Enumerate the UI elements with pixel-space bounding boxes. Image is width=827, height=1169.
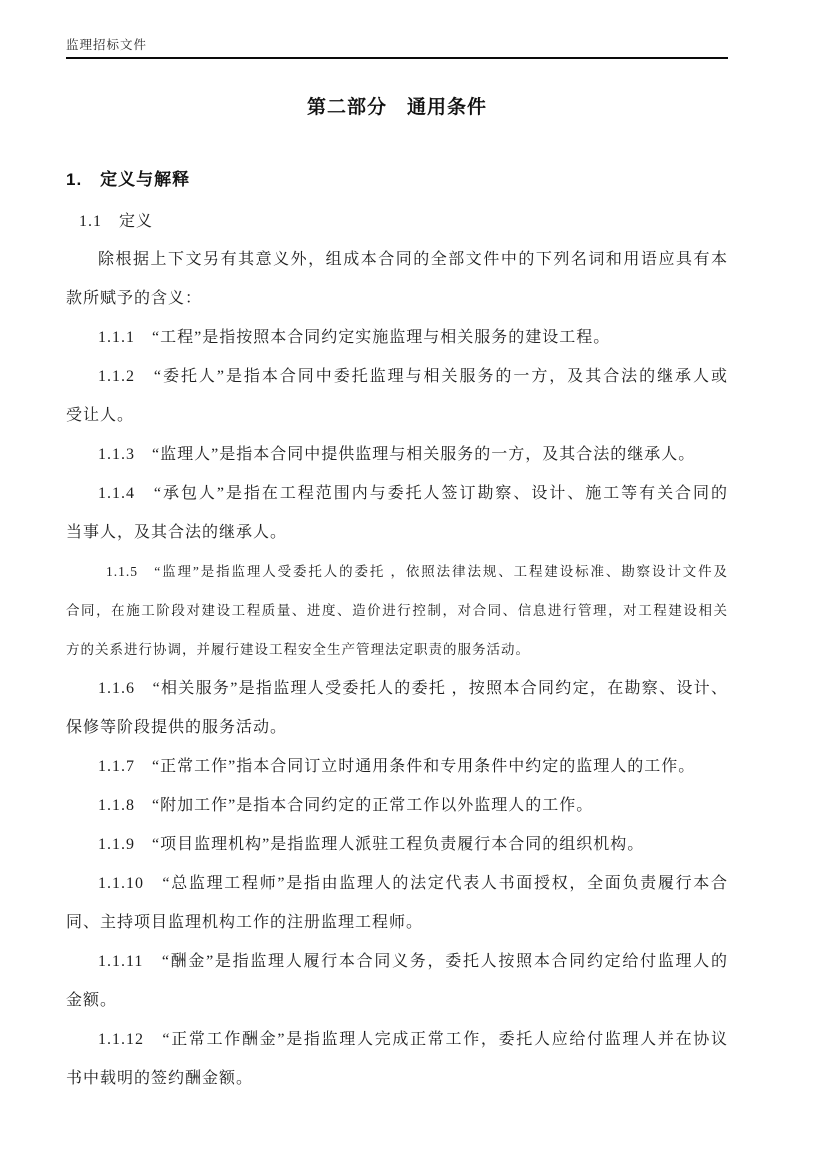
paragraph-line: 金额。: [66, 992, 118, 1009]
paragraph: [66, 357, 728, 435]
paragraph-line: 1.1.1 “工程”是指按照本合同约定实施监理与相关服务的建设工程。: [98, 329, 611, 346]
paragraph-line: 保修等阶段提供的服务活动。: [66, 719, 288, 736]
document-body: [66, 170, 728, 1098]
paragraph-line: 1.1.12 “正常工作酬金”是指监理人完成正常工作，委托人应给付监理人并在协议: [98, 1031, 728, 1048]
paragraph-line: 同、主持项目监理机构工作的注册监理工程师。: [66, 914, 424, 931]
paragraph-line: 1.1.10 “总监理工程师”是指由监理人的法定代表人书面授权，全面负责履行本合: [98, 875, 728, 892]
paragraph-line: 1.1.2 “委托人”是指本合同中委托监理与相关服务的一方，及其合法的继承人或: [98, 368, 728, 385]
paragraph-line: 方的关系进行协调，并履行建设工程安全生产管理法定职责的服务活动。: [66, 642, 530, 657]
paragraph: [66, 864, 728, 942]
paragraph-line: 当事人，及其合法的继承人。: [66, 524, 288, 541]
paragraph-line: 书中载明的签约酬金额。: [66, 1070, 254, 1087]
paragraph-line: 款所赋予的含义：: [66, 290, 203, 307]
paragraph-line: 除根据上下文另有其意义外，组成本合同的全部文件中的下列名词和用语应具有本: [98, 251, 728, 268]
paragraph-line: 1.1.4 “承包人”是指在工程范围内与委托人签订勘察、设计、施工等有关合同的: [98, 485, 728, 502]
paragraph: [66, 747, 728, 786]
paragraph: [66, 825, 728, 864]
paragraph: [66, 786, 728, 825]
paragraph: [66, 552, 728, 669]
paragraph: [66, 1020, 728, 1098]
paragraph-line: 1.1.7 “正常工作”指本合同订立时通用条件和专用条件中约定的监理人的工作。: [98, 758, 696, 775]
paragraph: [66, 474, 728, 552]
paragraph-line: 1.1.6 “相关服务”是指监理人受委托人的委托 ，按照本合同约定，在勘察、设计、: [98, 680, 728, 697]
paragraph: [66, 435, 728, 474]
paragraph-line: 1.1.5 “监理”是指监理人受委托人的委托 ，依照法律法规、工程建设标准、勘察设计文件及: [106, 564, 728, 579]
paragraph-line: 1.1.8 “附加工作”是指本合同约定的正常工作以外监理人的工作。: [98, 797, 594, 814]
paragraph: [66, 942, 728, 1020]
paragraph-line: 1.1.9 “项目监理机构”是指监理人派驻工程负责履行本合同的组织机构。: [98, 836, 645, 853]
paragraph: [66, 318, 728, 357]
subsection-heading: 1.1 定义: [79, 213, 154, 230]
header-text: 监理招标文件: [66, 38, 148, 52]
page-title: 第二部分 通用条件: [306, 97, 487, 118]
document-header: [66, 38, 728, 59]
paragraph-line: 1.1.3 “监理人”是指本合同中提供监理与相关服务的一方，及其合法的继承人。: [98, 446, 696, 463]
paragraph: [66, 240, 728, 318]
section-heading: 1. 定义与解释: [66, 170, 191, 189]
paragraph: [66, 669, 728, 747]
paragraph-line: 合同，在施工阶段对建设工程质量、进度、造价进行控制，对合同、信息进行管理，对工程建设相关: [66, 603, 728, 618]
paragraph-line: 1.1.11 “酬金”是指监理人履行本合同义务，委托人按照本合同约定给付监理人的: [98, 953, 728, 970]
paragraph-line: 受让人。: [66, 407, 135, 424]
